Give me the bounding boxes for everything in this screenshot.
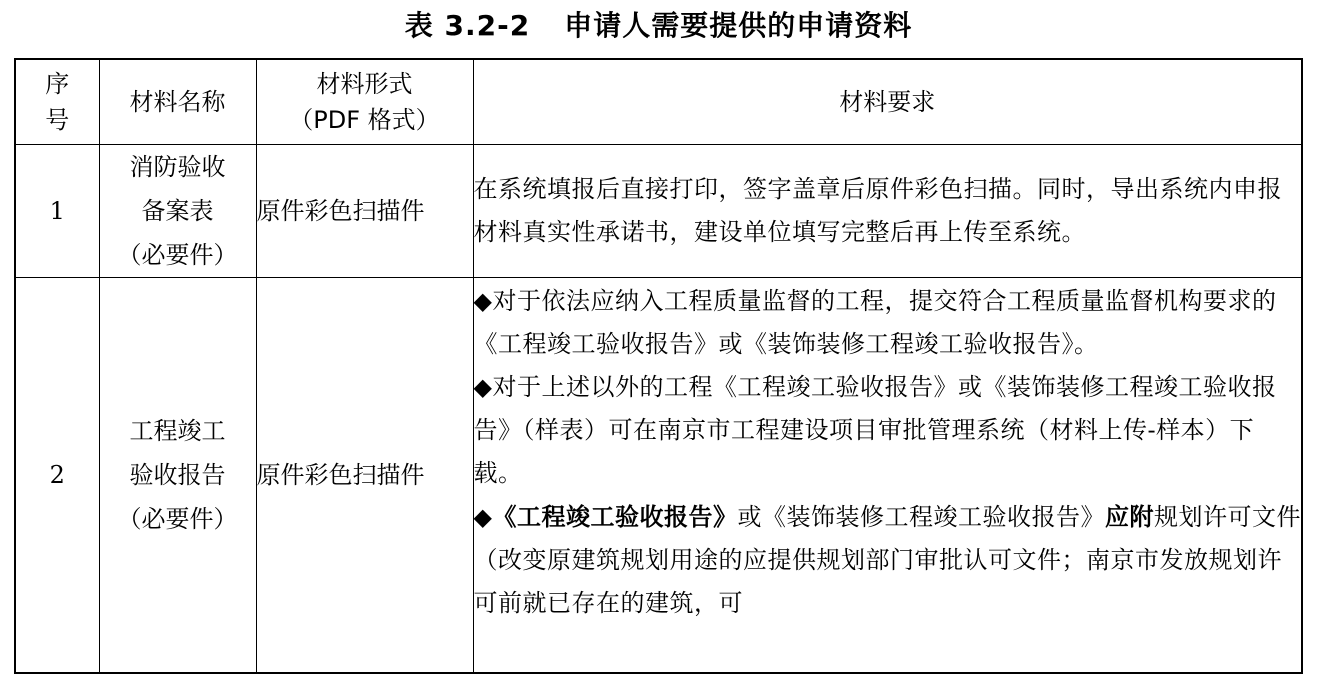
table-row — [15, 278, 1302, 674]
header-row — [15, 59, 1302, 145]
header-no: 序 号 — [15, 59, 99, 145]
material-form: 原件彩色扫描件 — [256, 145, 473, 278]
row-number: 1 — [15, 145, 99, 278]
requirement-paragraph: ◆对于依法应纳入工程质量监督的工程，提交符合工程质量监督机构要求的《工程竣工验收报告》或《装饰装修工程竣工验收报告》。 — [473, 287, 1277, 358]
materials-table — [14, 58, 1303, 674]
header-requirements: 材料要求 — [473, 59, 1302, 145]
material-name: 工程竣工 验收报告 （必要件） — [99, 278, 256, 674]
requirement-text: 规划许可文件（改变原建筑规划用途的应提供规划部门审批认可文件；南京市发放规划许可前就已存在的建筑，可 — [473, 503, 1301, 617]
header-name: 材料名称 — [99, 59, 256, 145]
requirement-paragraph — [474, 495, 1302, 625]
requirement-paragraph: ◆对于上述以外的工程《工程竣工验收报告》或《装饰装修工程竣工验收报告》（样表）可在南京市工程建设项目审批管理系统（材料上传-样本）下载。 — [473, 373, 1277, 487]
header-form: 材料形式 （PDF 格式） — [256, 59, 473, 145]
material-name: 消防验收 备案表 （必要件） — [99, 145, 256, 278]
bold-text: ◆《工程竣工验收报告》 — [473, 502, 738, 531]
table-title — [0, 4, 1317, 48]
table-row — [15, 145, 1302, 278]
table-caption: 申请人需要提供的申请资料 — [564, 9, 913, 42]
material-form: 原件彩色扫描件 — [256, 278, 473, 674]
requirement-text: 或《装饰装修工程竣工验收报告》 — [737, 503, 1105, 531]
table-number: 表 3.2-2 — [404, 9, 531, 42]
material-requirements: 在系统填报后直接打印，签字盖章后原件彩色扫描。同时，导出系统内申报材料真实性承诺书，建设单位填写完整后再上传至系统。 — [473, 145, 1302, 278]
bold-text: 应附 — [1104, 502, 1154, 531]
material-requirements — [473, 278, 1302, 674]
row-number: 2 — [15, 278, 99, 674]
